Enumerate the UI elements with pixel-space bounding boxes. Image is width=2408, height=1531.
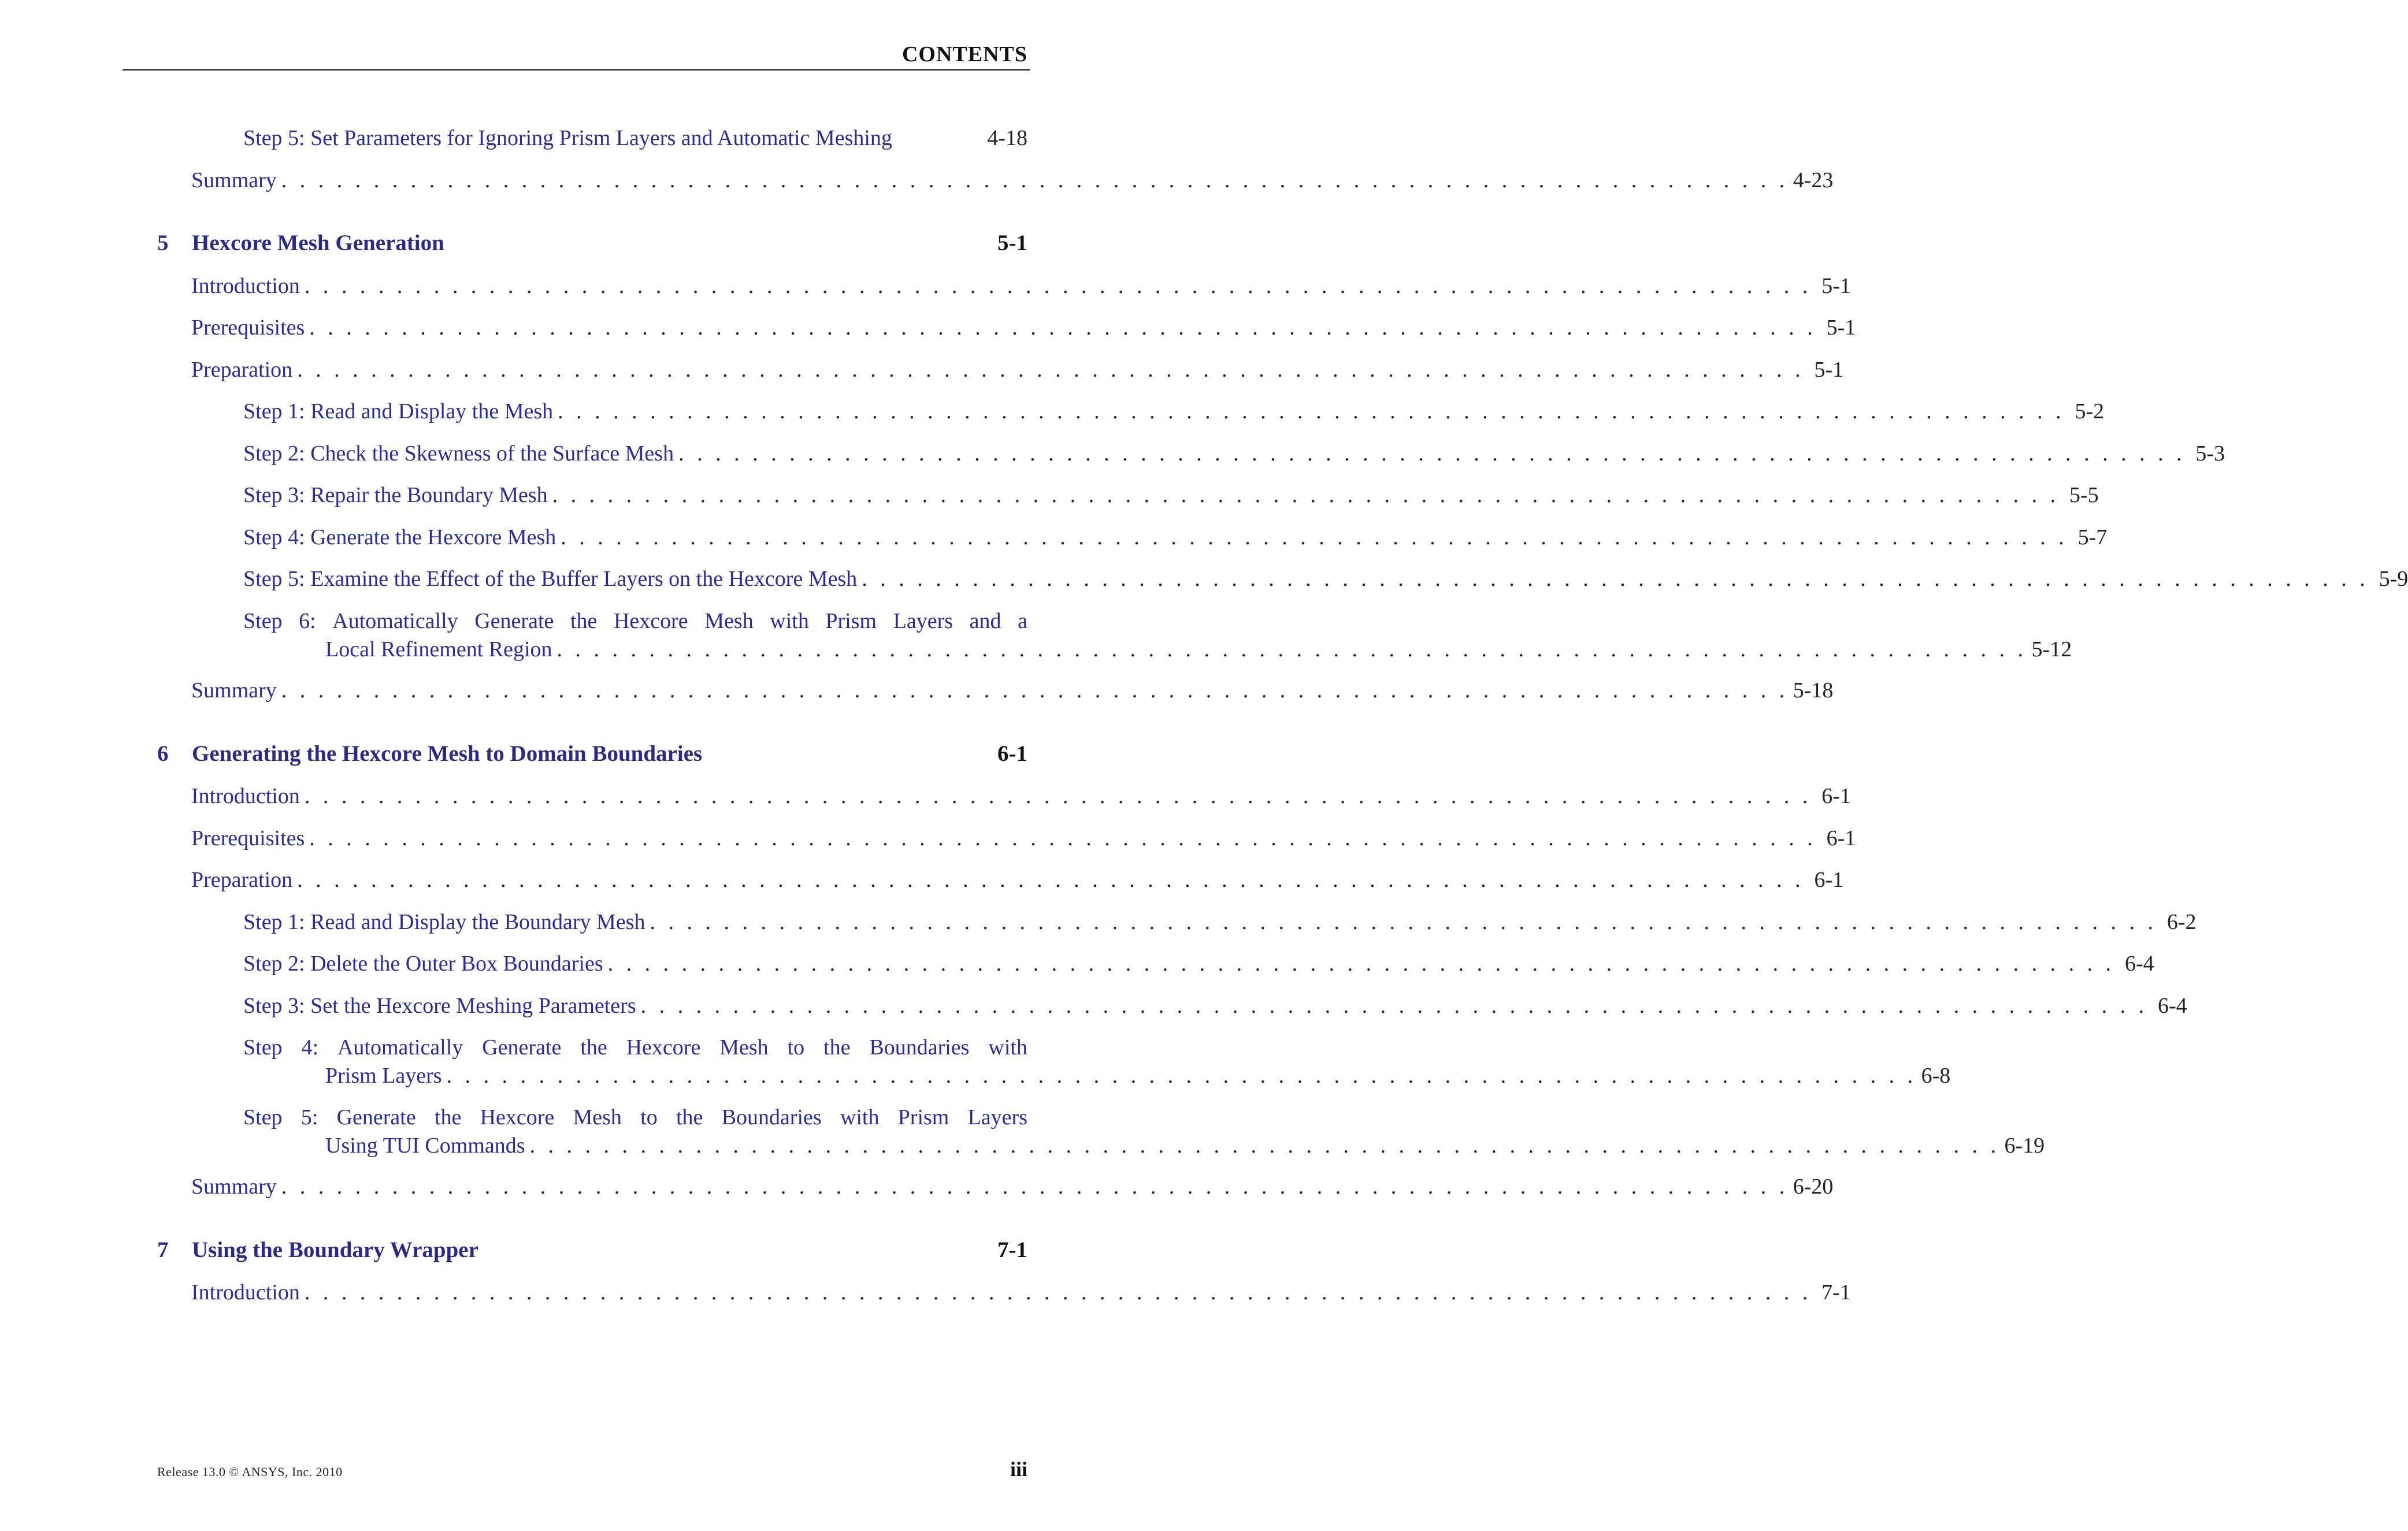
toc-entry-label: Introduction	[191, 784, 300, 808]
toc-entry-label: Step 4: Generate the Hexcore Mesh	[243, 525, 556, 549]
toc-entry-line1	[243, 1034, 1027, 1062]
toc-subentry[interactable]	[243, 481, 2099, 510]
toc-page-number: 6-1	[1814, 868, 1844, 892]
toc-entry-label: Summary	[191, 168, 277, 192]
chapter-number: 6	[157, 741, 169, 766]
toc-page-number: 6-2	[2166, 909, 2196, 934]
toc-subentry[interactable]	[243, 908, 2196, 937]
toc-page-number: 6-1	[1826, 826, 1856, 850]
toc-entry-label: Step 5: Set Parameters for Ignoring Prism Layers and Automatic Meshing	[243, 126, 892, 150]
toc-entry[interactable]	[191, 356, 1844, 384]
toc-entry-label-cont: Using TUI Commands	[325, 1133, 525, 1158]
toc-entry[interactable]	[191, 677, 1834, 705]
toc-subentry[interactable]	[243, 397, 2105, 426]
toc-entry-line2	[325, 1062, 1951, 1090]
toc-page-number: 6-8	[1921, 1064, 1951, 1088]
header-rule	[123, 69, 1030, 70]
toc-entry-label: Preparation	[191, 868, 293, 892]
toc-entry[interactable]	[191, 272, 1851, 300]
toc-page-number: 6-4	[2124, 952, 2154, 976]
toc-entry-label: Summary	[191, 678, 277, 703]
chapter-page-number: 6-1	[997, 741, 1027, 766]
toc-entry-label: Step 3: Repair the Boundary Mesh	[243, 483, 548, 507]
toc-leader-dots	[309, 824, 1816, 853]
toc-entry-label: Preparation	[191, 357, 293, 382]
toc-page-number: 7-1	[1821, 1280, 1851, 1305]
chapter-page-number: 5-1	[997, 231, 1027, 255]
toc-leader-dots	[305, 272, 1812, 300]
toc-entry-line2	[325, 636, 2072, 664]
toc-entry-label: Step 2: Delete the Outer Box Boundaries	[243, 952, 603, 976]
toc-page-number: 5-18	[1793, 678, 1834, 703]
toc-page-number: 6-20	[1793, 1175, 1834, 1199]
toc-entry-label-cont: Prism Layers	[325, 1064, 442, 1088]
toc-leader-dots: . . . . . . . . . . . . . . . . . . . . . . . . . . . . . . . . . . . . . . . . . . . . . . . . . . . . . . . . . . . . . . . . . . . . . . . . . . . . . . . .	[556, 637, 2027, 662]
chapter-heading-6[interactable]	[157, 741, 1027, 767]
toc-leader-dots	[297, 356, 1804, 384]
toc-entry-wrapped[interactable]	[243, 1034, 1951, 1090]
toc-page-number: 6-1	[1821, 784, 1851, 808]
toc-entry-label: Step 1: Read and Display the Boundary Mesh	[243, 909, 645, 934]
toc-subentry[interactable]	[243, 523, 2108, 552]
chapter-heading-7[interactable]	[157, 1237, 1027, 1263]
toc-entry-label: Step 3: Set the Hexcore Meshing Parameters	[243, 993, 636, 1018]
toc-leader-dots	[309, 314, 1816, 342]
toc-entry-line2	[325, 1132, 2045, 1160]
chapter-number: 7	[157, 1237, 169, 1262]
toc-entry-label-cont: Local Refinement Region	[325, 637, 552, 662]
toc-page-number: 6-4	[2157, 993, 2187, 1018]
toc-entry-label: Step 4: Automatically Generate the Hexcore Mesh to the Boundaries with	[243, 1035, 1027, 1060]
toc-page-number: 5-2	[2075, 399, 2105, 423]
toc-entry-line1	[243, 1103, 1027, 1132]
toc-entry-label: Introduction	[191, 273, 300, 298]
toc-entry-label: Step 5: Generate the Hexcore Mesh to the Boundaries with Prism Layers	[243, 1105, 1027, 1129]
toc-entry-line1	[243, 607, 1027, 636]
toc-leader-dots	[305, 782, 1812, 811]
toc-leader-dots: . . . . . . . . . . . . . . . . . . . . . . . . . . . . . . . . . . . . . . . . . . . . . . . . . . . . . . . . . . . . . . . . . . . . . . . . . . . . . . . .	[529, 1133, 2000, 1158]
toc-entry[interactable]	[191, 866, 1844, 894]
running-header-title: CONTENTS	[901, 42, 1027, 66]
chapter-page-number: 7-1	[997, 1237, 1027, 1262]
toc-entry-label: Step 1: Read and Display the Mesh	[243, 399, 554, 423]
toc-leader-dots	[678, 440, 2186, 468]
toc-page-number: 5-1	[1826, 315, 1856, 340]
toc-leader-dots	[641, 992, 2148, 1020]
chapter-heading-5[interactable]	[157, 230, 1027, 256]
toc-page-number: 4-23	[1793, 168, 1834, 192]
toc-page-number: 5-7	[2077, 525, 2108, 549]
toc-leader-dots	[305, 1279, 1812, 1307]
toc-page-number: 5-5	[2069, 483, 2099, 507]
toc-subentry[interactable]	[243, 440, 2225, 468]
toc-subentry[interactable]	[243, 950, 2154, 978]
footer-page-number: iii	[1010, 1458, 1027, 1481]
toc-subentry[interactable]	[243, 124, 1027, 153]
toc-entry-label: Step 2: Check the Skewness of the Surface Mesh	[243, 441, 674, 466]
chapter-title: Hexcore Mesh Generation	[192, 231, 444, 255]
toc-entry-label: Prerequisites	[191, 315, 305, 340]
toc-page-number: 5-1	[1814, 357, 1844, 382]
toc-leader-dots	[862, 565, 2369, 593]
toc-leader-dots	[281, 166, 1789, 195]
toc-leader-dots	[558, 397, 2065, 426]
chapter-title: Using the Boundary Wrapper	[192, 1237, 478, 1262]
chapter-number: 5	[157, 231, 169, 255]
toc-page-number: 5-9	[2379, 567, 2408, 591]
toc-entry[interactable]	[191, 782, 1851, 811]
toc-subentry[interactable]	[243, 565, 2408, 593]
toc-entry[interactable]	[191, 1279, 1851, 1307]
toc-entry[interactable]	[191, 824, 1856, 853]
toc-subentry[interactable]	[243, 992, 2187, 1020]
toc-page-number: 5-3	[2195, 441, 2225, 466]
chapter-title: Generating the Hexcore Mesh to Domain Boundaries	[192, 741, 703, 766]
toc-leader-dots	[552, 481, 2060, 510]
toc-entry[interactable]	[191, 166, 1834, 195]
toc-leader-dots	[297, 866, 1804, 894]
toc-entry-label: Step 6: Automatically Generate the Hexcore Mesh with Prism Layers and a	[243, 608, 1027, 633]
toc-page-number: 4-18	[987, 126, 1027, 150]
footer-release: Release 13.0 © ANSYS, Inc. 2010	[157, 1465, 343, 1479]
toc-leader-dots: . . . . . . . . . . . . . . . . . . . . . . . . . . . . . . . . . . . . . . . . . . . . . . . . . . . . . . . . . . . . . . . . . . . . . . . . . . . . . . . .	[446, 1064, 1917, 1088]
toc-entry[interactable]	[191, 1173, 1834, 1201]
toc-entry-label: Step 5: Examine the Effect of the Buffer Layers on the Hexcore Mesh	[243, 567, 858, 591]
toc-leader-dots	[281, 677, 1789, 705]
toc-entry[interactable]	[191, 314, 1856, 342]
toc-entry-label: Introduction	[191, 1280, 300, 1305]
toc-entry-wrapped[interactable]	[243, 607, 2072, 664]
toc-leader-dots	[561, 523, 2068, 552]
toc-page-number: 6-19	[2004, 1133, 2045, 1158]
toc-leader-dots	[608, 950, 2115, 978]
toc-entry-label: Summary	[191, 1175, 277, 1199]
toc-page-number: 5-1	[1821, 273, 1851, 298]
toc-entry-label: Prerequisites	[191, 826, 305, 850]
toc-page-number: 5-12	[2031, 637, 2072, 662]
toc-entry-wrapped[interactable]	[243, 1103, 2045, 1160]
toc-leader-dots	[650, 908, 2157, 937]
toc-leader-dots	[281, 1173, 1789, 1201]
